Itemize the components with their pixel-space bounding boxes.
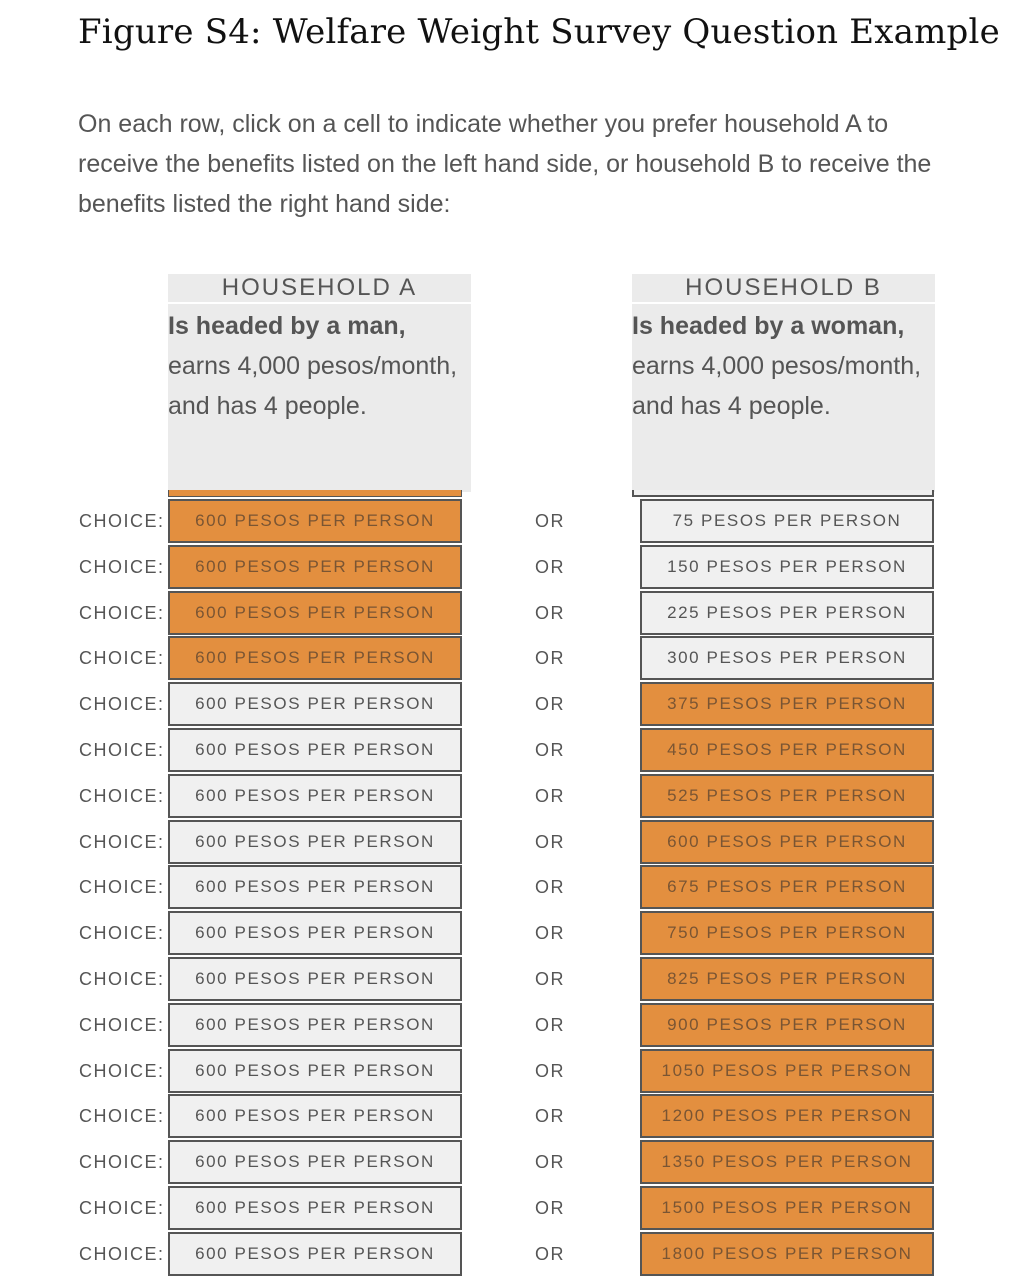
choice-row	[0, 682, 1027, 726]
or-label: OR	[535, 923, 565, 943]
household-a-option-cell[interactable]: 600 PESOS PER PERSON	[168, 591, 462, 635]
or-label: OR	[535, 969, 565, 989]
household-a-desc-rest: earns 4,000 pesos/month, and has 4 people.	[168, 352, 458, 420]
household-a-option-cell[interactable]: 600 PESOS PER PERSON	[168, 957, 462, 1001]
household-a-option-cell[interactable]: 600 PESOS PER PERSON	[168, 820, 462, 864]
household-a-option-cell[interactable]: 600 PESOS PER PERSON	[168, 545, 462, 589]
household-b-option-cell[interactable]: 450 PESOS PER PERSON	[640, 728, 934, 772]
choice-label: CHOICE:	[79, 1015, 165, 1035]
household-b-option-cell[interactable]: 150 PESOS PER PERSON	[640, 545, 934, 589]
household-b-option-cell[interactable]: 375 PESOS PER PERSON	[640, 682, 934, 726]
choice-label: CHOICE:	[79, 603, 165, 623]
household-b-option-cell[interactable]: 900 PESOS PER PERSON	[640, 1003, 934, 1047]
household-a-option-cell[interactable]: 600 PESOS PER PERSON	[168, 728, 462, 772]
household-b-panel	[632, 274, 935, 492]
choice-label: CHOICE:	[79, 786, 165, 806]
household-a-option-cell[interactable]: 600 PESOS PER PERSON	[168, 865, 462, 909]
household-b-cell-edge	[632, 490, 934, 497]
household-a-option-cell[interactable]: 600 PESOS PER PERSON	[168, 1232, 462, 1276]
choice-row	[0, 1049, 1027, 1093]
choice-label: CHOICE:	[79, 1106, 165, 1126]
or-label: OR	[535, 557, 565, 577]
household-b-description	[632, 304, 932, 426]
household-a-option-cell[interactable]: 600 PESOS PER PERSON	[168, 1140, 462, 1184]
choice-label: CHOICE:	[79, 923, 165, 943]
choice-label: CHOICE:	[79, 1198, 165, 1218]
household-a-cell-edge	[168, 490, 462, 497]
household-b-option-cell[interactable]: 1500 PESOS PER PERSON	[640, 1186, 934, 1230]
choice-row	[0, 774, 1027, 818]
or-label: OR	[535, 1061, 565, 1081]
household-b-option-cell[interactable]: 750 PESOS PER PERSON	[640, 911, 934, 955]
household-b-header: HOUSEHOLD B	[632, 274, 935, 304]
choice-row	[0, 1003, 1027, 1047]
household-b-desc-bold: Is headed by a woman,	[632, 312, 905, 340]
or-label: OR	[535, 877, 565, 897]
household-a-desc-bold: Is headed by a man,	[168, 312, 406, 340]
household-b-option-cell[interactable]: 525 PESOS PER PERSON	[640, 774, 934, 818]
household-b-option-cell[interactable]: 300 PESOS PER PERSON	[640, 636, 934, 680]
household-b-option-cell[interactable]: 75 PESOS PER PERSON	[640, 499, 934, 543]
or-label: OR	[535, 786, 565, 806]
household-a-description	[168, 304, 468, 426]
choice-label: CHOICE:	[79, 832, 165, 852]
choice-label: CHOICE:	[79, 1244, 165, 1264]
household-a-option-cell[interactable]: 600 PESOS PER PERSON	[168, 682, 462, 726]
household-a-option-cell[interactable]: 600 PESOS PER PERSON	[168, 774, 462, 818]
instructions-text: On each row, click on a cell to indicate whether you prefer household A to receive the benefits listed on the left hand side, or household B to receive the benefits listed the right hand side:	[78, 110, 932, 218]
household-b-desc-rest: earns 4,000 pesos/month, and has 4 people.	[632, 352, 922, 420]
or-label: OR	[535, 1198, 565, 1218]
choice-label: CHOICE:	[79, 557, 165, 577]
or-label: OR	[535, 1152, 565, 1172]
choice-row	[0, 1140, 1027, 1184]
or-label: OR	[535, 740, 565, 760]
or-label: OR	[535, 832, 565, 852]
choice-label: CHOICE:	[79, 1152, 165, 1172]
choice-row	[0, 1186, 1027, 1230]
choice-row	[0, 545, 1027, 589]
choice-label: CHOICE:	[79, 969, 165, 989]
household-b-option-cell[interactable]: 1800 PESOS PER PERSON	[640, 1232, 934, 1276]
household-a-option-cell[interactable]: 600 PESOS PER PERSON	[168, 1003, 462, 1047]
choice-label: CHOICE:	[79, 740, 165, 760]
choice-row	[0, 911, 1027, 955]
choice-row	[0, 591, 1027, 635]
household-b-option-cell[interactable]: 600 PESOS PER PERSON	[640, 820, 934, 864]
household-a-option-cell[interactable]: 600 PESOS PER PERSON	[168, 1049, 462, 1093]
household-a-option-cell[interactable]: 600 PESOS PER PERSON	[168, 1094, 462, 1138]
household-b-option-cell[interactable]: 1200 PESOS PER PERSON	[640, 1094, 934, 1138]
choice-row	[0, 1094, 1027, 1138]
choice-row	[0, 636, 1027, 680]
choice-row	[0, 1232, 1027, 1276]
or-label: OR	[535, 1015, 565, 1035]
or-label: OR	[535, 603, 565, 623]
choice-row	[0, 820, 1027, 864]
household-b-option-cell[interactable]: 825 PESOS PER PERSON	[640, 957, 934, 1001]
or-label: OR	[535, 694, 565, 714]
household-b-option-cell[interactable]: 675 PESOS PER PERSON	[640, 865, 934, 909]
household-a-panel	[168, 274, 471, 492]
choice-row	[0, 865, 1027, 909]
choice-label: CHOICE:	[79, 877, 165, 897]
household-a-option-cell[interactable]: 600 PESOS PER PERSON	[168, 499, 462, 543]
household-b-option-cell[interactable]: 1350 PESOS PER PERSON	[640, 1140, 934, 1184]
choice-label: CHOICE:	[79, 694, 165, 714]
household-a-header: HOUSEHOLD A	[168, 274, 471, 304]
household-b-option-cell[interactable]: 1050 PESOS PER PERSON	[640, 1049, 934, 1093]
choice-label: CHOICE:	[79, 1061, 165, 1081]
household-a-option-cell[interactable]: 600 PESOS PER PERSON	[168, 636, 462, 680]
household-a-option-cell[interactable]: 600 PESOS PER PERSON	[168, 1186, 462, 1230]
choice-label: CHOICE:	[79, 511, 165, 531]
choice-row	[0, 957, 1027, 1001]
household-b-option-cell[interactable]: 225 PESOS PER PERSON	[640, 591, 934, 635]
choice-label: CHOICE:	[79, 648, 165, 668]
or-label: OR	[535, 648, 565, 668]
choice-row	[0, 728, 1027, 772]
figure-title: Figure S4: Welfare Weight Survey Question Example	[78, 12, 1000, 52]
or-label: OR	[535, 511, 565, 531]
choice-row	[0, 499, 1027, 543]
household-a-option-cell[interactable]: 600 PESOS PER PERSON	[168, 911, 462, 955]
or-label: OR	[535, 1244, 565, 1264]
or-label: OR	[535, 1106, 565, 1126]
